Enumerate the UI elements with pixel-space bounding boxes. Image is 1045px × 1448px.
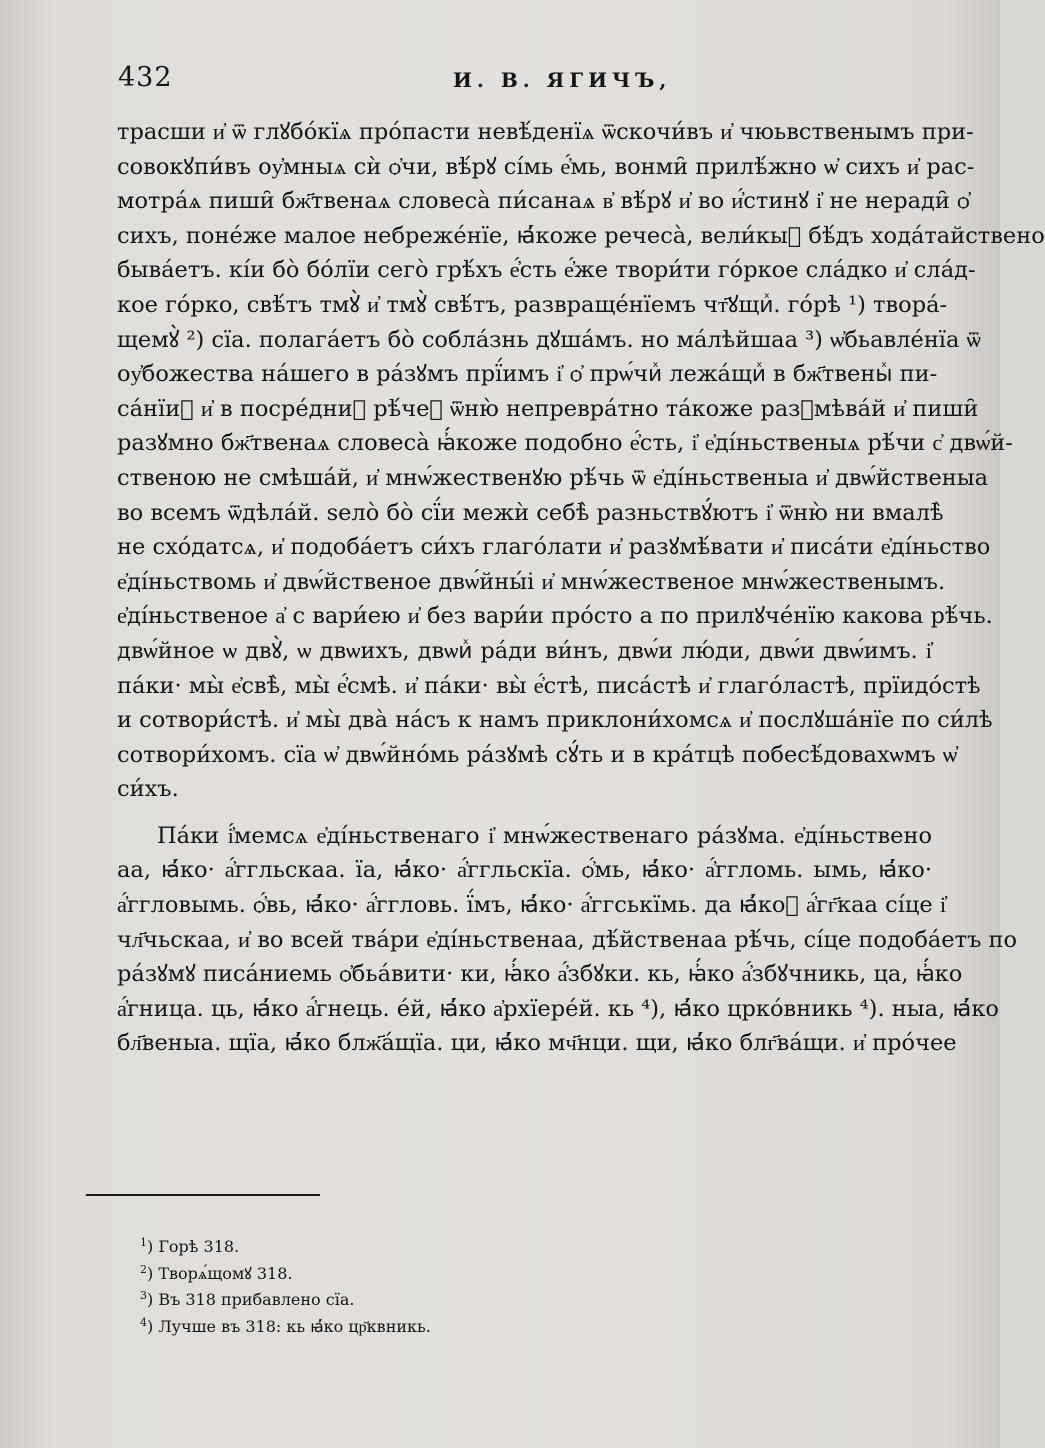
text-line: совокꙋпи́въ оу҆мныѧ сѝ ѻ҆чи, вѣ́рꙋ сі́мь е҆́мь, вонми̑ прилѣ́жно ѡ҆ сихъ и҆ рас- — [117, 153, 975, 180]
main-text — [117, 115, 1045, 1061]
footnote-number: 2 — [140, 1262, 147, 1276]
footnote-text: Горѣ 318. — [158, 1237, 240, 1256]
footnote-text: Лучше въ 318: кь ꙗ҆́ко цр҃квникь. — [158, 1316, 431, 1336]
text-line: кое го́рко, свѣ́тъ тмꙋ̀ и҆ тмꙋ̀ свѣ́тъ, развраще́нїемъ чт҃ꙋщиⷯ. го́рѣ ¹) твора́- — [117, 291, 948, 318]
text-line: щемꙋ̀ ²) сїа. полага́етъ бо̀ собла́знь дꙋша́мъ. но ма́лѣйшаа ³) ѡ҆бьавле́нїа ѿ — [117, 326, 981, 353]
footnote: $^2$) Творѧ́щомꙋ 318. — [140, 1262, 293, 1283]
text-line: оу҆божества на́шего в ра́зꙋмъ прї́имъ і҆ ѻ҆ прѡ́чиⷯ лежа́щиⷯ в бж҃твеныⷯ пи- — [117, 361, 938, 388]
footnote: $^1$) Горѣ 318. — [140, 1236, 240, 1256]
paragraph-2 — [117, 819, 1018, 1061]
text-line: аа, ꙗ҆́ко· а҆́ггльскаа. їа, ꙗ҆́ко· а҆́ггльскїа. ѻ҆́мь, ꙗ҆́ко· а҆́ггломь. ымь, ꙗ҆́ко· — [117, 857, 932, 884]
text-line: бл҃веныа. щїа, ꙗ҆́ко блж҃а́щїа. ци, ꙗ҆́ко мч҃нци. щи, ꙗ҆́ко блг҃ва́щи. и҆ про́чее — [117, 1030, 957, 1057]
running-head: И. В. ЯГИЧЪ, — [453, 68, 672, 92]
text-line: чл҃чьскаа, и҆ во всей тва́ри е҆ді́ньственаа, дѣ́йственаа рѣ́чь, сі́це подоба́етъ по — [117, 926, 1018, 953]
text-line: не схо́датсѧ, и҆ подоба́етъ си́хъ глаго́лати и҆ разꙋмѣ́вати и҆ писа́ти е҆ді́ньство — [117, 534, 991, 561]
text-line: Па́ки і҆́мемсѧ е҆ді́ньственаго і҆ мнѡ́жественаго ра́зꙋма. е҆ді́ньствено — [157, 822, 932, 849]
text-line: па́ки· мы̀ е҆свѣ̀, мы̀ е҆́смѣ. и҆ па́ки· вы̀ е҆́стѣ, писа́стѣ и҆ глаго́ластѣ, прїидо́стѣ — [117, 672, 981, 699]
text-line: и сотвори́стѣ. и҆ мы̀ два̀ на́съ к намъ приклони́хомсѧ и҆ послꙋша́нїе по си́лѣ — [117, 707, 993, 734]
text-line: ственою не смѣша́й, и҆ мнѡ́жественꙋю рѣ́чь ѿ е҆ді́ньственыа и҆ двѡ́йственыа — [117, 464, 989, 491]
footnote-number: 4 — [140, 1315, 147, 1329]
footnote-text: Творѧ́щомꙋ 318. — [158, 1263, 293, 1283]
footnote: $^3$) Въ 318 прибавлено сїа. — [140, 1289, 355, 1309]
text-line: во всемъ ѿдѣла́й. ѕело̀ бо̀ сї́и межѝ себѣ̀ разньствꙋ́ютъ і҆ ѿню̀ ни вмалѣ̀ — [117, 499, 944, 526]
text-line: са́нїиⷯ и҆ в посре́дниⷯ рѣ́чеⷯ ѿню̀ непревра́тно та́коже разꙋмѣва́й и҆ пиши̑ — [117, 395, 979, 422]
page-header — [118, 62, 938, 102]
text-line: разꙋмно бж҃твенаѧ словеса̀ ꙗ҆́коже подобно е҆́сть, і҆ е҆ді́ньственыѧ рѣ́чи с҆ двѡ́й- — [117, 430, 1013, 457]
text-line: е҆ді́ньствомь и҆ двѡ́йственое двѡ́йны́і и҆ мнѡ́жественое мнѡ́жественымъ. — [117, 568, 946, 595]
footnote-text: Въ 318 прибавлено сїа. — [158, 1290, 355, 1309]
text-line: быва́етъ. кі́и бо̀ бо́лїи сего̀ грѣ́хъ е҆́сть е҆́же твори́ти го́ркое сла́дко и҆ сла́д- — [117, 257, 976, 284]
footnote-separator — [86, 1194, 320, 1196]
footnote-number: 1 — [140, 1236, 147, 1249]
text-line: си́хъ. — [117, 776, 179, 803]
text-line: трасши и҆ ѿ глꙋбо́кїѧ про́пасти невѣ́денїѧ ѿскочи́въ и҆ чюьвственымъ при- — [117, 119, 974, 145]
text-line: а҆́гница. ць, ꙗ҆́ко а҆́гнець. е́й, ꙗ҆́ко а҆рхїере́й. кь ⁴), ꙗ҆́ко црко́вникь ⁴). ныа, ꙗ҆́ко — [117, 995, 999, 1022]
footnote-number: 3 — [140, 1289, 147, 1302]
text-line: сотвори́хомъ. сїа ѡ҆ двѡ́йно́мь ра́зꙋмѣ сꙋ́ть и в кра́тцѣ побесѣ́довахѡмъ ѡ҆ — [117, 741, 958, 768]
text-line: сихъ, поне́же малое небреже́нїе, ꙗ҆́коже речеса̀, вели́кыⷯ бѣ́дъ хода́тайствено — [117, 222, 1045, 249]
footnotes — [140, 1232, 640, 1338]
footnote: $^4$) Лучше въ 318: кь ꙗ҆́ко цр҃квникь. — [140, 1315, 431, 1336]
text-line: двѡ́йное ѡ двꙋ̀, ѡ двѡихъ, двѡиⷯ ра́ди ви́нъ, двѡ́и лю́ди, двѡ́и двѡ́имъ. і҆ — [117, 637, 932, 664]
text-line: е҆ді́ньственое а҆ с вари́ею и҆ без вари́и про́сто а по прилꙋче́нїю какова рѣ́чь. — [117, 603, 993, 630]
page-number: 432 — [118, 62, 173, 93]
paragraph-1 — [117, 115, 1045, 807]
text-line: ра́зꙋмꙋ писа́ниемь ѻ҆бьа́вити· ки, ꙗ҆́ко а҆́збꙋки. кь, ꙗ҆́ко а҆́збꙋчникь, ца, ꙗ҆́ко — [117, 961, 963, 988]
text-line: а҆́ггловымь. ѻ҆́вь, ꙗ҆́ко· а҆́ггловь. ї́мъ, ꙗ҆́ко· а҆́ггськїмь. да ꙗ҆́коⷤ а҆́гг҃каа сі́це і҆ — [117, 892, 947, 919]
text-line: мотра́ѧ пиши̑ бж҃твенаѧ словеса̀ пи́санаѧ в҆ вѣ́рꙋ и҆ во и҆́стинꙋ і҆ не неради̑ ѻ҆ — [117, 188, 970, 215]
